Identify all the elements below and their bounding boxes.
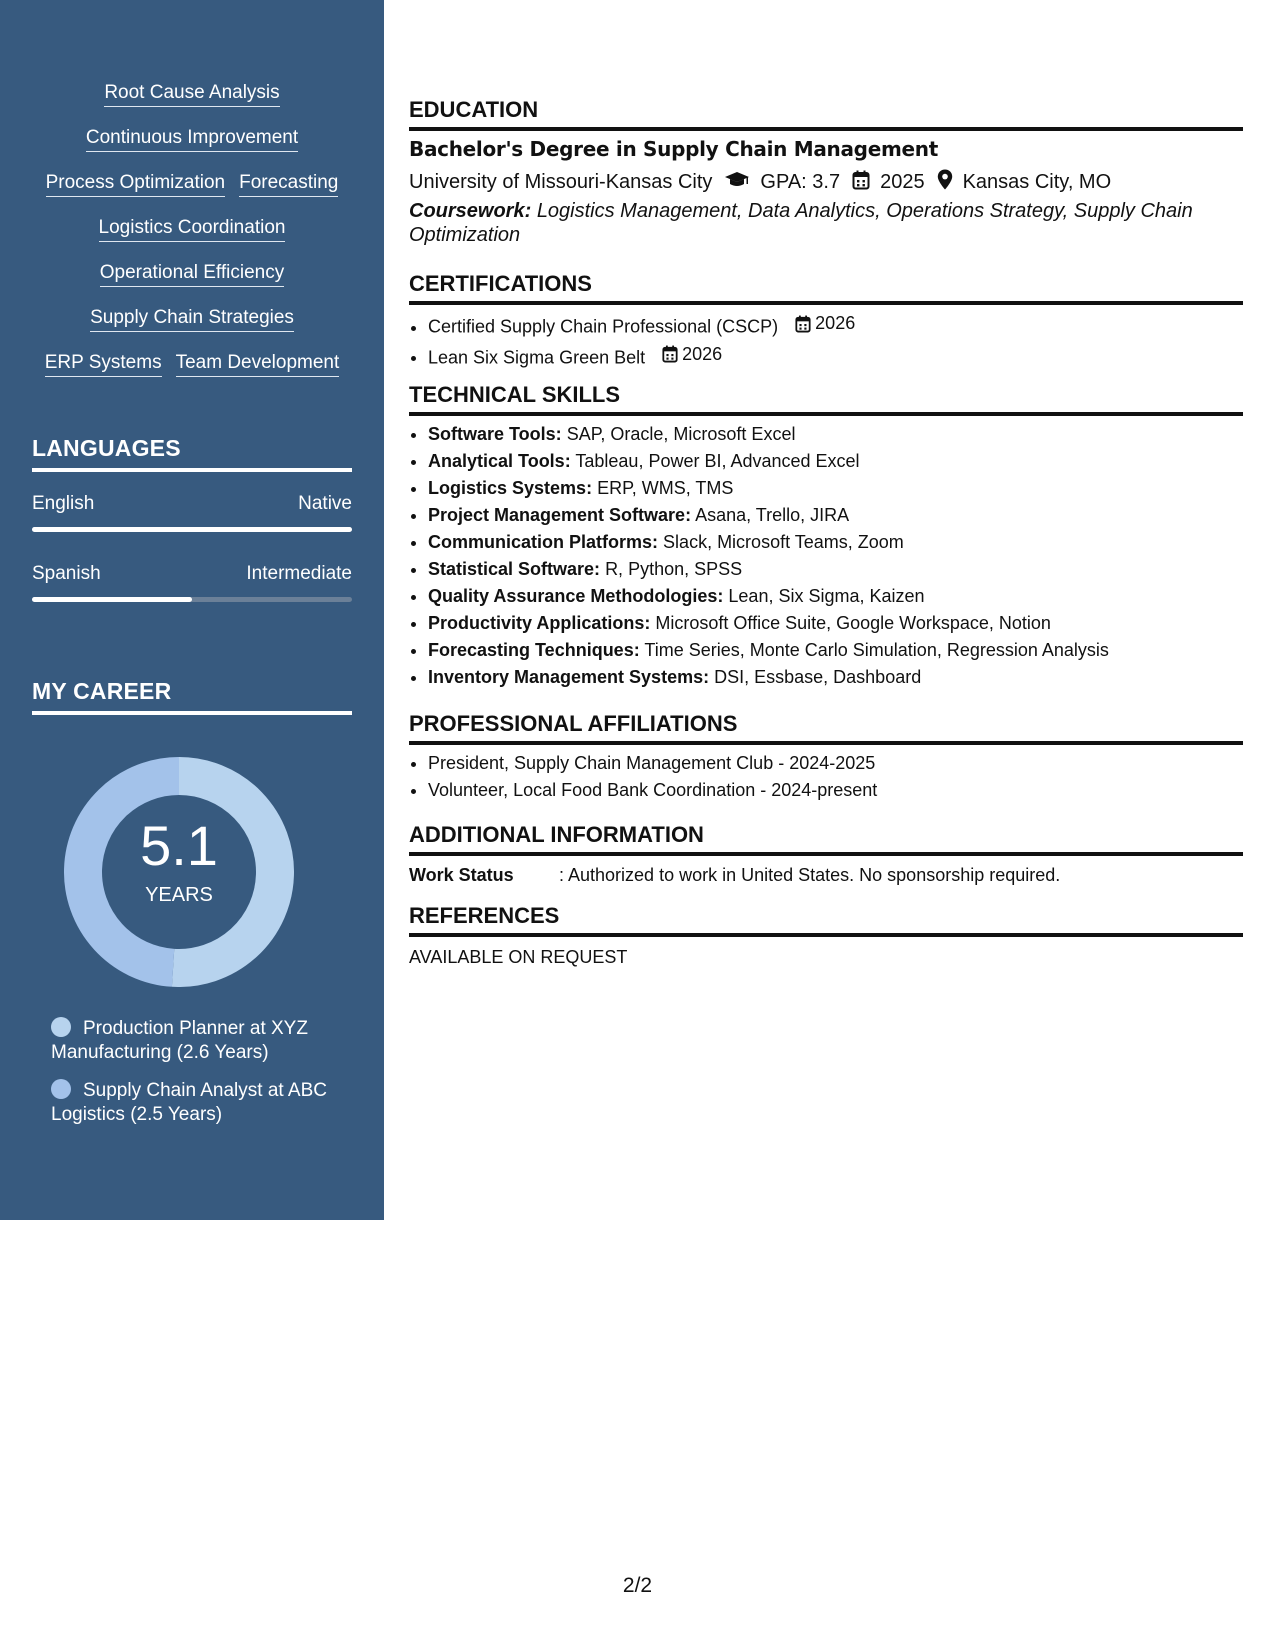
skill-tag: Team Development	[176, 352, 340, 377]
language-bar	[32, 597, 352, 602]
skill-row	[24, 262, 360, 288]
skill-row	[24, 127, 360, 153]
skill-row	[24, 352, 360, 378]
affiliations-heading: PROFESSIONAL AFFILIATIONS	[409, 711, 1243, 745]
languages-heading: LANGUAGES	[32, 435, 352, 472]
skill-value: Slack, Microsoft Teams, Zoom	[663, 532, 904, 552]
skill-row	[24, 82, 360, 108]
career-heading: MY CAREER	[32, 678, 352, 715]
skill-label: Project Management Software:	[428, 505, 692, 525]
career-legend-item	[51, 1017, 351, 1065]
career-item-text: Supply Chain Analyst at ABC Logistics (2.5 Years)	[51, 1080, 327, 1125]
school-name: University of Missouri-Kansas City	[409, 171, 713, 193]
skill-label: Productivity Applications:	[428, 613, 651, 633]
skill-label: Statistical Software:	[428, 559, 601, 579]
skill-label: Quality Assurance Methodologies:	[428, 586, 724, 606]
skill-value: Asana, Trello, JIRA	[695, 505, 850, 525]
skill-value: R, Python, SPSS	[605, 559, 743, 579]
skill-label: Software Tools:	[428, 424, 562, 444]
skill-label: Logistics Systems:	[428, 478, 593, 498]
skill-label: Communication Platforms:	[428, 532, 659, 552]
skills-cloud	[24, 82, 360, 397]
list-item	[428, 448, 1243, 475]
technical-skills-list	[409, 421, 1243, 691]
work-status-label: Work Status	[409, 865, 514, 885]
list-item	[428, 502, 1243, 529]
graduation-cap-icon	[724, 171, 750, 195]
certification-year: 2026	[682, 343, 723, 364]
certifications-heading: CERTIFICATIONS	[409, 271, 1243, 305]
references-heading: REFERENCES	[409, 903, 1243, 937]
certifications-list	[409, 310, 1243, 371]
list-item	[428, 475, 1243, 502]
skill-row	[24, 307, 360, 333]
career-total: 5.1	[140, 814, 218, 877]
language-level: Intermediate	[246, 563, 352, 584]
affiliations-list	[409, 750, 1243, 804]
location-pin-icon	[937, 169, 953, 196]
career-legend	[51, 1017, 351, 1141]
calendar-icon	[795, 315, 811, 333]
coursework-text: Logistics Management, Data Analytics, Operations Strategy, Supply Chain Optimization	[409, 200, 1193, 246]
language-spanish	[32, 563, 352, 602]
skill-tag: Supply Chain Strategies	[90, 307, 294, 332]
language-bar-fill	[32, 597, 192, 602]
language-bar-fill	[32, 527, 352, 532]
career-donut-chart	[64, 757, 294, 987]
list-item: • Volunteer, Local Food Bank Coordination - 2024-present	[428, 777, 1243, 804]
graduation-year: 2025	[880, 171, 925, 193]
skill-label: Analytical Tools:	[428, 451, 571, 471]
list-item	[428, 610, 1243, 637]
education-heading: EDUCATION	[409, 97, 1243, 131]
list-item	[428, 637, 1243, 664]
skill-value: Microsoft Office Suite, Google Workspace, Notion	[655, 613, 1051, 633]
technical-skills-heading: TECHNICAL SKILLS	[409, 382, 1243, 416]
list-item: • President, Supply Chain Management Club - 2024-2025	[428, 750, 1243, 777]
list-item	[428, 583, 1243, 610]
calendar-icon	[662, 345, 678, 363]
language-english	[32, 493, 352, 532]
legend-dot-icon	[51, 1017, 71, 1037]
list-item	[428, 529, 1243, 556]
certification-name: Lean Six Sigma Green Belt	[428, 347, 646, 367]
skill-label: Inventory Management Systems:	[428, 667, 710, 687]
list-item	[428, 421, 1243, 448]
skill-tag: Continuous Improvement	[86, 127, 298, 152]
skill-tag: Process Optimization	[46, 172, 226, 197]
skill-value: Tableau, Power BI, Advanced Excel	[575, 451, 860, 471]
list-item	[428, 664, 1243, 691]
sidebar	[0, 0, 384, 1220]
language-name: Spanish	[32, 563, 101, 584]
skill-tag: Root Cause Analysis	[104, 82, 279, 107]
skill-row	[24, 217, 360, 243]
list-item	[428, 556, 1243, 583]
skill-tag: Logistics Coordination	[99, 217, 286, 242]
certification-year: 2026	[815, 313, 856, 333]
education-details	[409, 169, 1111, 196]
list-item	[428, 310, 1243, 341]
career-legend-item	[51, 1079, 351, 1127]
skill-value: ERP, WMS, TMS	[597, 478, 734, 498]
skill-value: Lean, Six Sigma, Kaizen	[728, 586, 925, 606]
degree-title: Bachelor's Degree in Supply Chain Management	[409, 137, 938, 161]
legend-dot-icon	[51, 1079, 71, 1099]
language-bar	[32, 527, 352, 532]
skill-value: Time Series, Monte Carlo Simulation, Regression Analysis	[644, 640, 1109, 660]
language-level: Native	[298, 493, 352, 514]
skill-tag: Operational Efficiency	[100, 262, 284, 287]
skill-row	[24, 172, 360, 198]
references-text: AVAILABLE ON REQUEST	[409, 947, 628, 967]
skill-label: Forecasting Techniques:	[428, 640, 640, 660]
page-number: 2/2	[622, 1574, 653, 1597]
list-item	[428, 341, 1243, 372]
career-item-text: Production Planner at XYZ Manufacturing (2.6 Years)	[51, 1018, 308, 1063]
work-status	[409, 865, 1060, 886]
skill-value: SAP, Oracle, Microsoft Excel	[566, 424, 796, 444]
skill-tag: ERP Systems	[45, 352, 162, 377]
career-unit: YEARS	[145, 884, 213, 906]
certification-name: Certified Supply Chain Professional (CSCP)	[428, 316, 779, 337]
calendar-icon	[852, 170, 870, 196]
language-name: English	[32, 493, 95, 514]
skill-value: DSI, Essbase, Dashboard	[714, 667, 922, 687]
coursework	[409, 199, 1243, 247]
coursework-label: Coursework:	[409, 200, 532, 222]
skill-tag: Forecasting	[239, 172, 338, 197]
additional-info-heading: ADDITIONAL INFORMATION	[409, 822, 1243, 856]
work-status-value: : Authorized to work in United States. No sponsorship required.	[559, 865, 1061, 885]
school-location: Kansas City, MO	[962, 171, 1112, 193]
gpa: GPA: 3.7	[760, 171, 841, 193]
